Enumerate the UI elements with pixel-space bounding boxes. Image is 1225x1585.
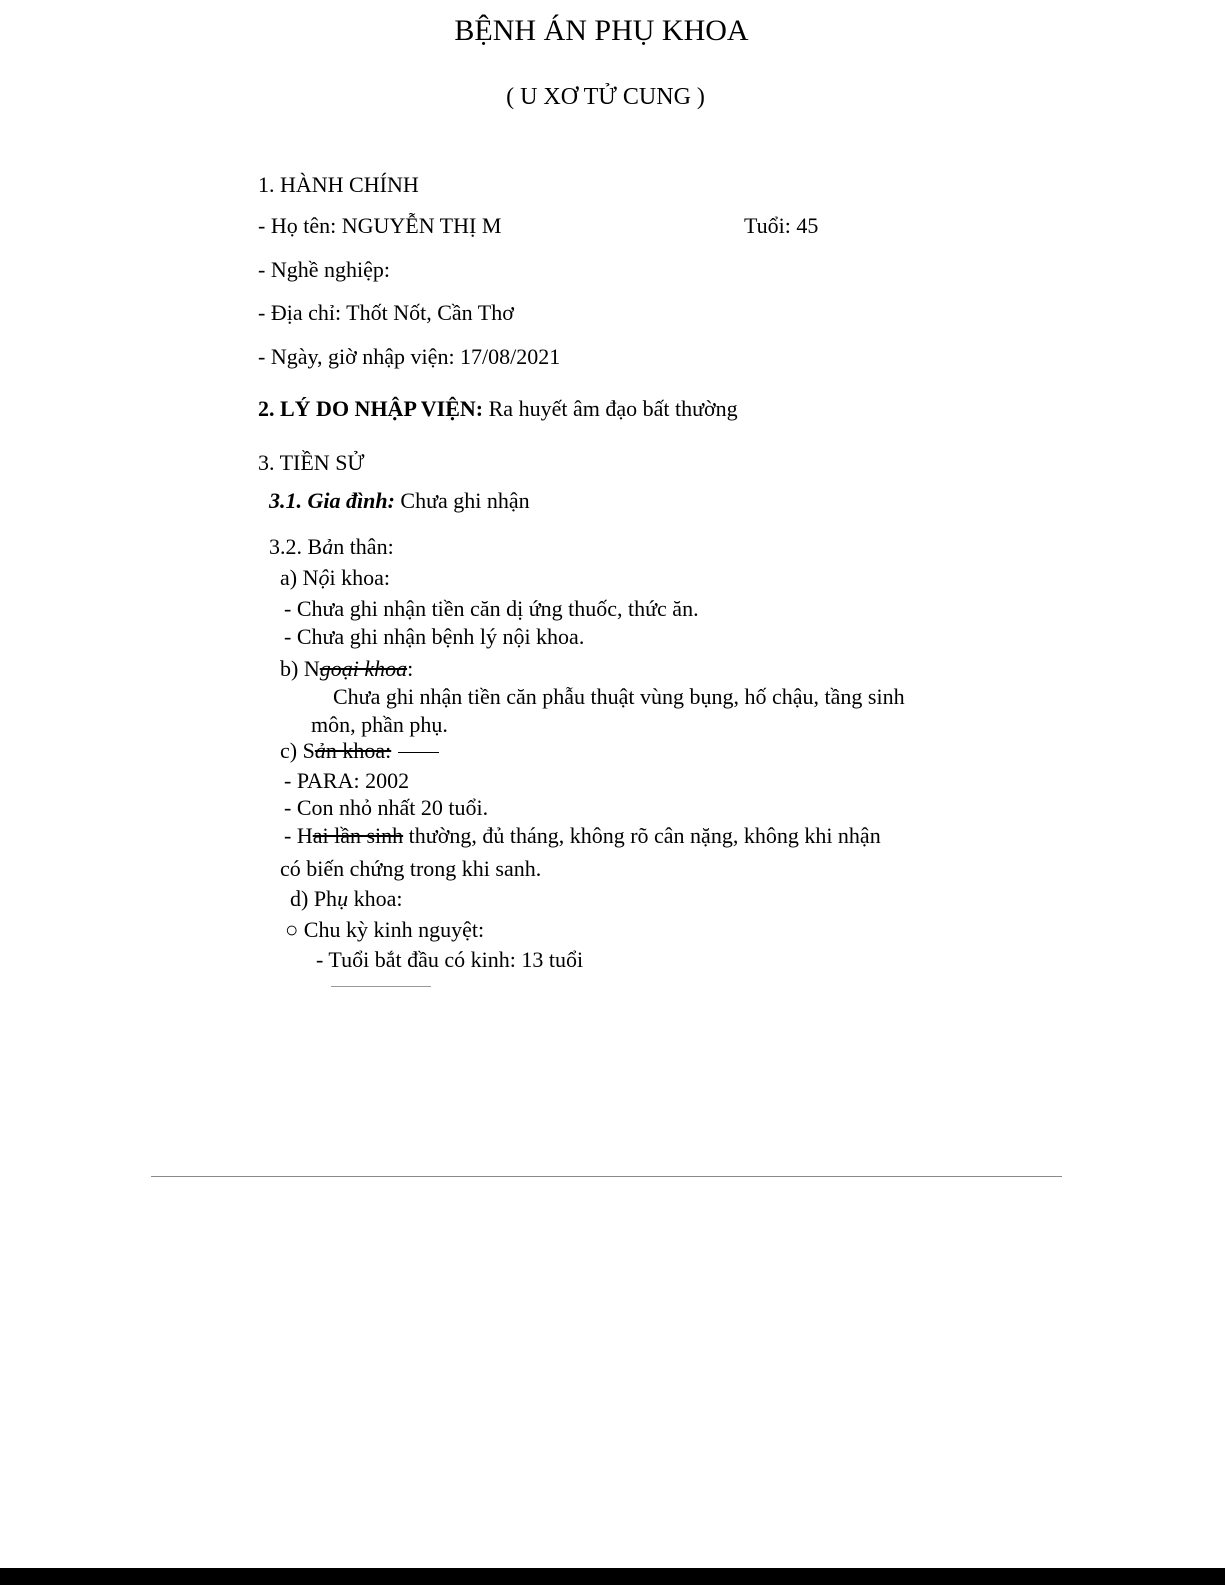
gynecology-label	[290, 886, 402, 912]
surgery-label-part: b) N	[280, 656, 320, 681]
personal-history-heading-part: n thân:	[333, 534, 394, 559]
internal-medicine-line: - Chưa ghi nhận tiền căn dị ứng thuốc, thức ăn.	[284, 596, 699, 621]
admission-reason-label: 2. LÝ DO NHẬP VIỆN:	[258, 396, 484, 421]
obstetric-youngest-child: - Con nhỏ nhất 20 tuổi.	[284, 795, 489, 820]
occupation-line: - Nghề nghiệp:	[258, 257, 390, 282]
patient-age-line: Tuổi: 45	[744, 213, 819, 238]
obstetric-label-underline	[398, 752, 439, 753]
gynecology-label-part: d) Ph	[290, 886, 338, 911]
patient-name-line: - Họ tên: NGUYỄN THỊ M	[258, 213, 502, 238]
internal-medicine-label-part: ộ	[318, 565, 330, 590]
menarche-age-line: - Tuổi bắt đầu có kinh: 13 tuổi	[316, 947, 584, 972]
gynecology-label-part: ụ	[337, 886, 349, 911]
obstetric-births-part: - H	[284, 823, 313, 848]
admission-reason	[258, 396, 738, 422]
internal-medicine-label-part: i khoa:	[329, 565, 390, 590]
short-divider	[331, 986, 431, 987]
surgery-line: Chưa ghi nhận tiền căn phẫu thuật vùng bụng, hố chậu, tầng sinh	[333, 684, 905, 709]
internal-medicine-label	[280, 565, 390, 591]
gynecology-label-part: khoa:	[348, 886, 403, 911]
admission-date-line: - Ngày, giờ nhập viện: 17/08/2021	[258, 344, 561, 369]
obstetric-label	[280, 738, 391, 764]
menstrual-cycle-label: ○ Chu kỳ kinh nguyệt:	[285, 917, 485, 942]
obstetric-para: - PARA: 2002	[284, 768, 410, 793]
document-title: BỆNH ÁN PHỤ KHOA	[454, 14, 749, 47]
obstetric-births-part: ai lần sinh	[312, 823, 404, 848]
surgery-label-part: goại khoa	[319, 656, 408, 681]
page-separator	[151, 1176, 1062, 1177]
internal-medicine-line: - Chưa ghi nhận bệnh lý nội khoa.	[284, 624, 585, 649]
address-line: - Địa chỉ: Thốt Nốt, Cần Thơ	[258, 300, 514, 325]
obstetric-label-part: c) S	[280, 738, 315, 763]
document-subtitle: ( U XƠ TỬ CUNG )	[506, 84, 705, 110]
section-3-heading: 3. TIỀN SỬ	[258, 450, 365, 475]
personal-history-heading	[269, 534, 394, 560]
personal-history-heading-part: 3.2. B	[269, 534, 323, 559]
family-history-label: 3.1. Gia đình:	[269, 488, 395, 513]
surgery-line: môn, phần phụ.	[311, 712, 448, 737]
bottom-bar	[0, 1568, 1225, 1585]
obstetric-label-part: ả	[314, 738, 326, 763]
personal-history-heading-part: ả	[322, 534, 334, 559]
obstetric-births-continued: có biến chứng trong khi sanh.	[280, 856, 542, 881]
obstetric-births	[284, 823, 881, 849]
family-history-value: Chưa ghi nhận	[394, 488, 530, 513]
obstetric-label-part: n khoa:	[325, 738, 392, 763]
surgery-label-part: :	[407, 656, 414, 681]
section-1-heading: 1. HÀNH CHÍNH	[258, 172, 419, 197]
admission-reason-value: Ra huyết âm đạo bất thường	[483, 396, 738, 421]
family-history	[269, 488, 530, 514]
internal-medicine-label-part: a) N	[280, 565, 319, 590]
surgery-label	[280, 656, 413, 682]
obstetric-births-part: thường, đủ tháng, không rõ cân nặng, không khi nhận	[403, 823, 881, 848]
